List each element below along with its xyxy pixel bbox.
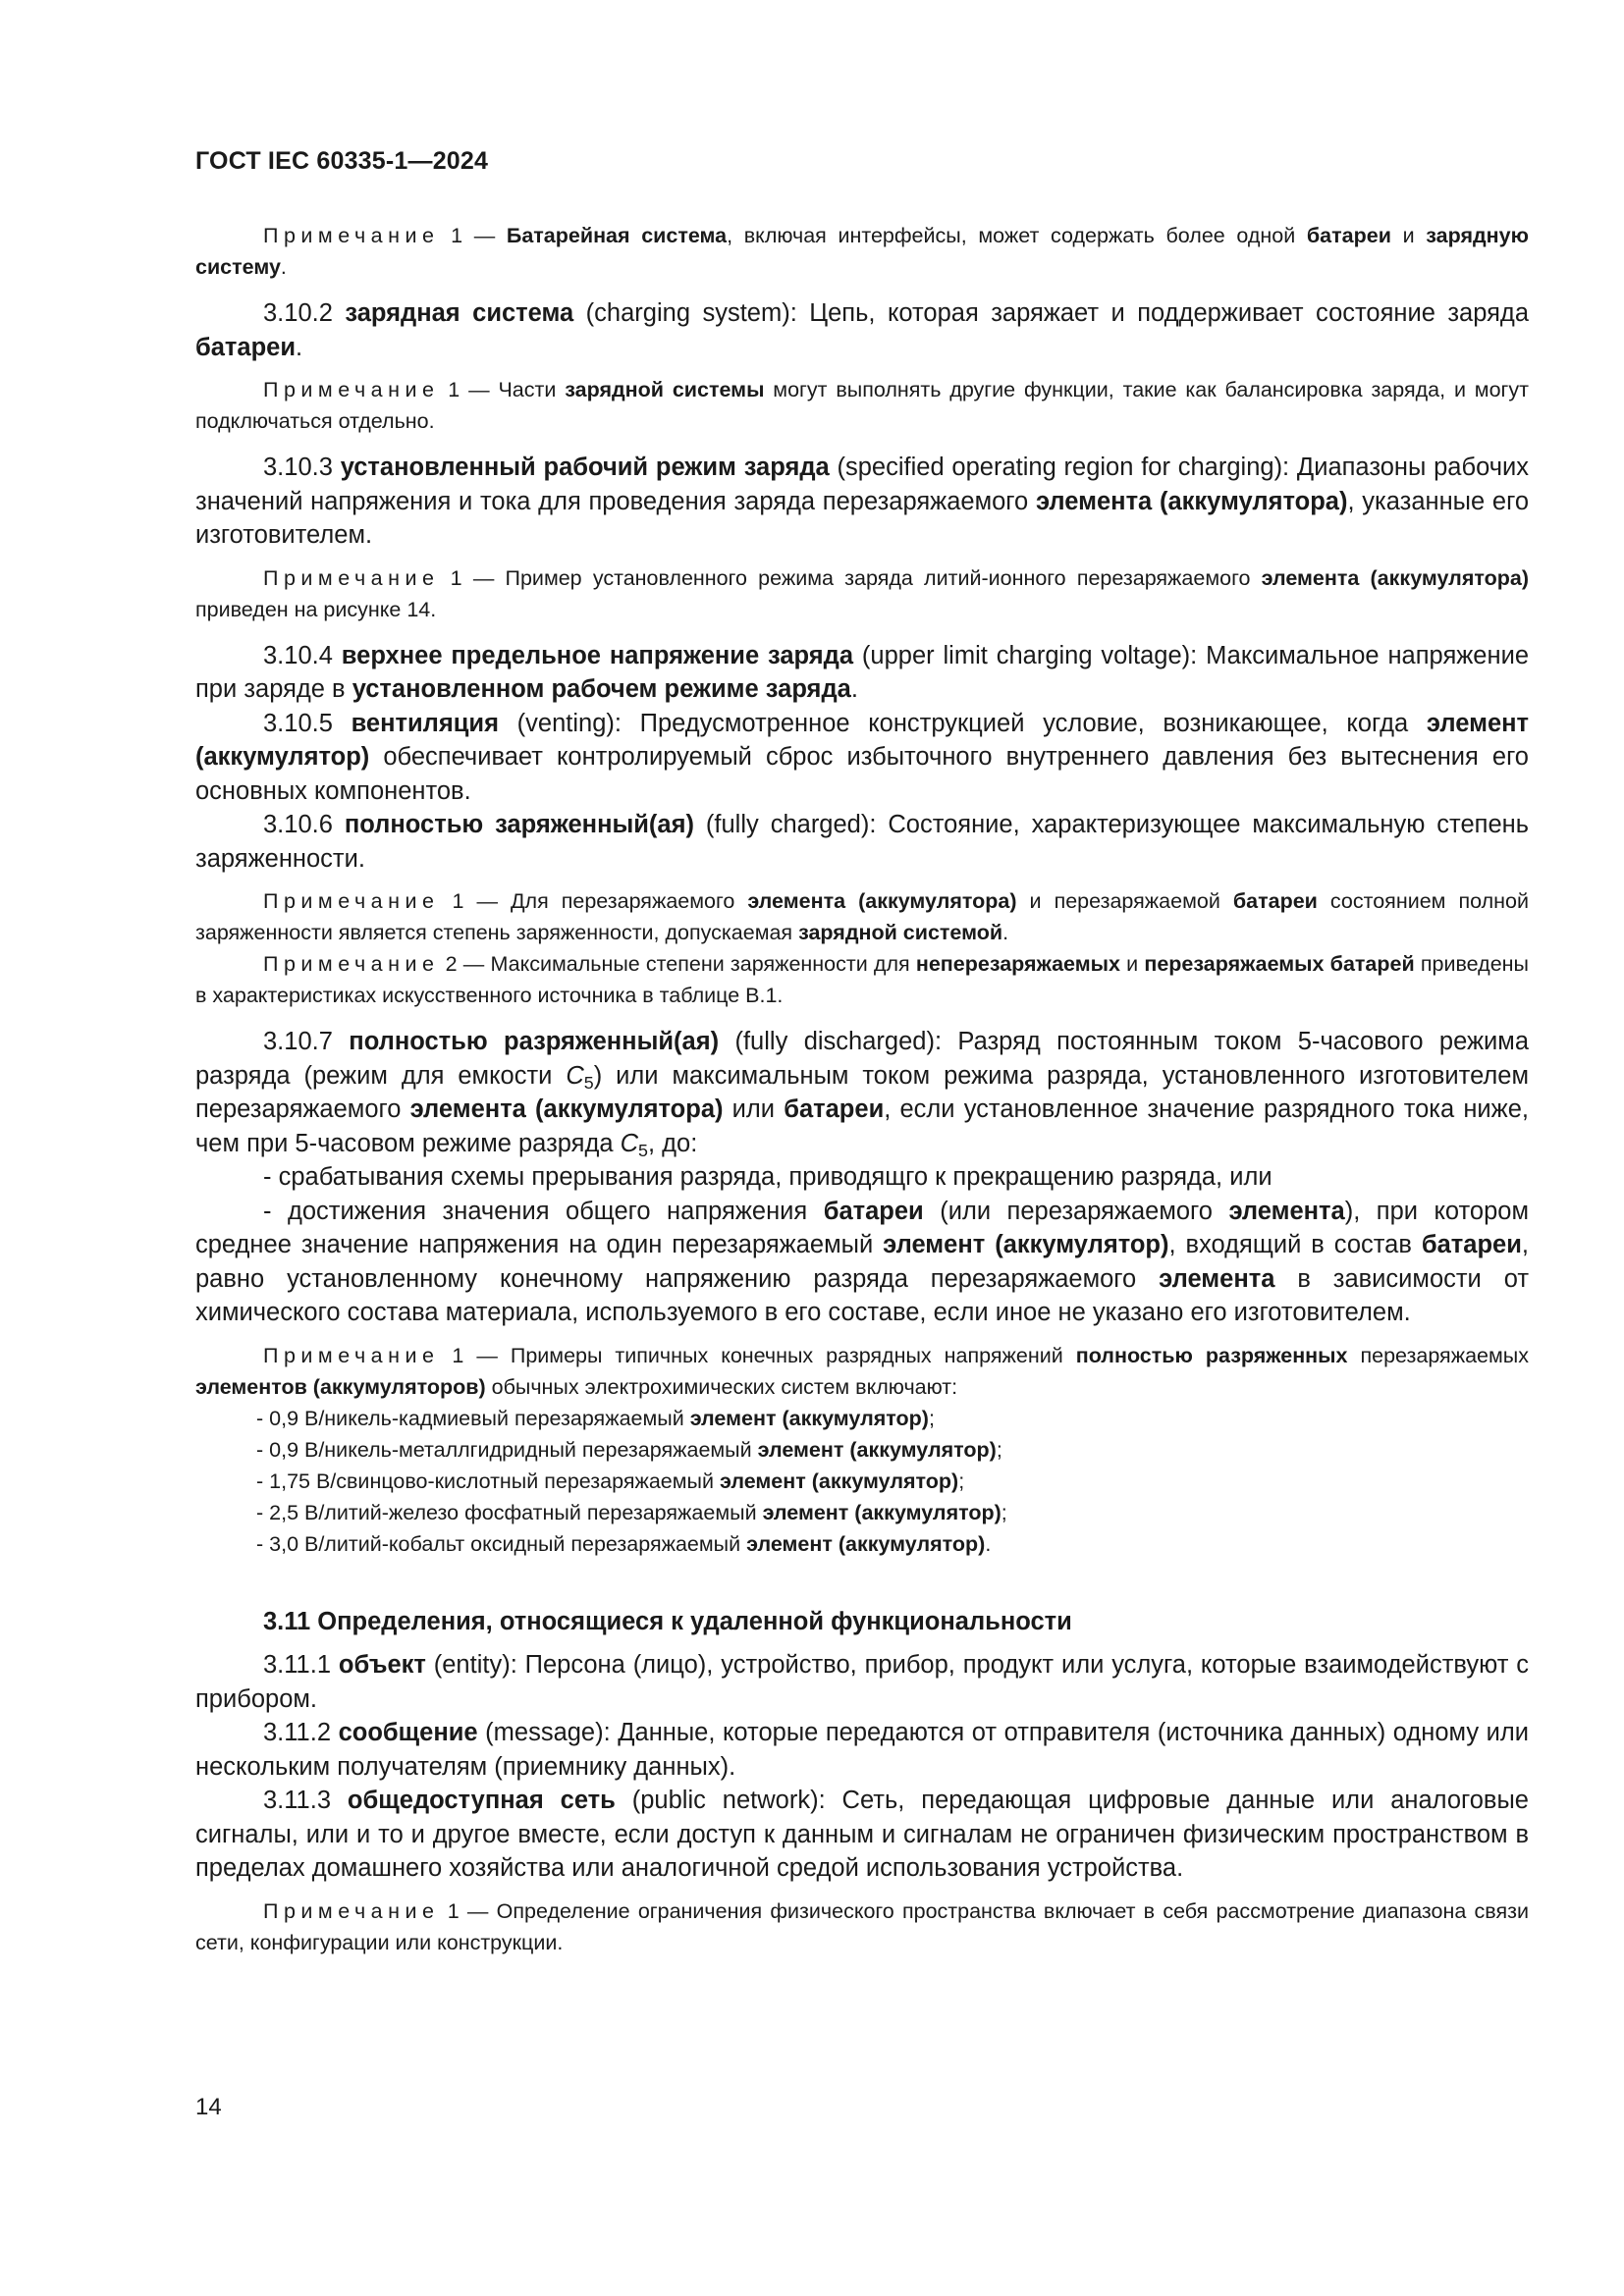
term: элементов (аккумуляторов) <box>195 1374 486 1399</box>
text: - 0,9 В/никель-металлгидридный перезаряжаемый <box>256 1437 758 1462</box>
text: - 0,9 В/никель-кадмиевый перезаряжаемый <box>256 1406 690 1430</box>
note-label: Примечание <box>263 378 440 401</box>
list-item <box>195 1434 1529 1466</box>
term: элемента (аккумулятора) <box>1035 487 1348 515</box>
section-heading-3-11: 3.11 Определения, относящиеся к удаленной функциональности <box>263 1607 1072 1635</box>
text: (entity): Персона (лицо), устройство, прибор, продукт или услуга, которые взаимодействуют с прибором. <box>195 1651 1529 1713</box>
list-item <box>195 1497 1529 1528</box>
term: объект <box>338 1651 426 1679</box>
term: полностью разряженный(ая) <box>349 1028 720 1055</box>
def-3-11-1 <box>195 1648 1529 1716</box>
def-3-10-5 <box>195 707 1529 809</box>
text: - 2,5 В/литий-железо фосфатный перезаряжаемый <box>256 1500 763 1524</box>
page-number: 14 <box>195 2094 222 2120</box>
term: элемент (аккумулятор) <box>719 1468 959 1493</box>
text: . <box>280 255 287 279</box>
term: полностью разряженных <box>1075 1343 1348 1367</box>
text: перезаряжаемых <box>1347 1343 1529 1367</box>
def-3-10-3 <box>195 451 1529 553</box>
term: установленный рабочий режим заряда <box>340 454 830 481</box>
def-3-10-2 <box>195 296 1529 364</box>
text: , равно установленному конечному напряжению разряда перезаряжаемого <box>195 1231 1529 1293</box>
term: зарядной системы <box>565 378 765 401</box>
clause-number: 3.10.2 <box>263 299 346 327</box>
text: 1 — Примеры типичных конечных разрядных напряжений <box>439 1343 1076 1367</box>
text: , если установленное значение разрядного тока ниже, чем при 5-часовом режиме разряда <box>195 1095 1529 1157</box>
text: (specified operating region for charging): Диапазоны рабочих значений напряжения и тока для проведения заряда перезаряжаемого <box>195 454 1529 515</box>
text: (charging system): Цепь, которая заряжает и поддерживает состояние заряда <box>573 299 1529 327</box>
note-fully-discharged <box>195 1340 1529 1403</box>
text: (fully charged): Состояние, характеризующее максимальную степень заряженности. <box>195 811 1529 873</box>
document-body <box>195 220 1529 1958</box>
list-item <box>195 1528 1529 1560</box>
term: элемент (аккумулятор) <box>746 1531 986 1556</box>
text: состоянием полной заряженности является степень заряженности, допускаемая <box>195 889 1529 944</box>
clause-number: 3.10.4 <box>263 641 342 669</box>
def-3-10-7 <box>195 1025 1529 1160</box>
text: . <box>850 675 858 703</box>
note-fully-charged-1 <box>195 885 1529 948</box>
note-battery-system <box>195 220 1529 283</box>
note-public-network <box>195 1896 1529 1958</box>
term: элемент (аккумулятор) <box>883 1231 1169 1258</box>
text: (message): Данные, которые передаются от отправителя (источника данных) одному или нескольким получателям (приемнику данных). <box>195 1719 1529 1781</box>
note-label: Примечание <box>263 889 440 913</box>
term: элемента <box>1228 1197 1345 1225</box>
list-item <box>195 1466 1529 1497</box>
clause-number: 3.10.3 <box>263 454 341 481</box>
text: (venting): Предусмотренное конструкцией условие, возникающее, когда <box>498 709 1427 737</box>
text: . <box>985 1531 992 1556</box>
text: могут выполнять другие функции, такие как балансировка заряда, и могут подключаться отдельно. <box>195 378 1529 433</box>
term: батареи <box>1306 224 1391 247</box>
term: элемента (аккумулятора) <box>747 889 1017 913</box>
term: элемент (аккумулятор) <box>757 1437 997 1462</box>
text: приведен на рисунке 14. <box>195 597 437 621</box>
text: , включая интерфейсы, может содержать более одной <box>727 224 1307 247</box>
text: обычных электрохимических систем включают: <box>485 1374 958 1399</box>
text: - достижения значения общего напряжения <box>263 1197 824 1225</box>
symbol: C <box>620 1129 639 1157</box>
term: элемент (аккумулятор) <box>195 709 1530 771</box>
term: Батарейная система <box>506 224 728 247</box>
subscript: 5 <box>638 1140 648 1160</box>
text: приведены в характеристиках искусственного источника в таблице В.1. <box>195 952 1529 1007</box>
term: зарядная система <box>345 299 574 327</box>
dash-item-2 <box>195 1195 1529 1330</box>
clause-number: 3.11.3 <box>263 1787 348 1814</box>
term: вентиляция <box>351 709 499 737</box>
term: элемент (аккумулятор) <box>762 1500 1001 1524</box>
term: неперезаряжаемых <box>915 952 1120 976</box>
text: . <box>1002 921 1009 944</box>
note-fully-charged-2 <box>195 948 1529 1011</box>
note-label: Примечание <box>263 224 440 247</box>
dash-item-1: - срабатывания схемы прерывания разряда, приводящго к прекращению разряда, или <box>263 1163 1272 1191</box>
clause-number: 3.11.1 <box>263 1651 339 1679</box>
clause-number: 3.11.2 <box>263 1719 339 1746</box>
term: элемента (аккумулятора) <box>1261 565 1529 590</box>
text: ), при котором среднее значение напряжения на один перезаряжаемый <box>195 1197 1530 1258</box>
text: (public network): Сеть, передающая цифровые данные или аналоговые сигналы, или и то и другое вместе, если доступ к данным и сигналам не ограничен физическим пространством в пределах домашнего хозяйства или аналогичной средой использования устройства. <box>195 1787 1529 1882</box>
term: батареи <box>1421 1231 1522 1258</box>
term: зарядную систему <box>195 224 1529 279</box>
text: 1 — Определение ограничения физического пространства включает в себя рассмотрение диапазона связи сети, конфигурации или конструкции. <box>195 1898 1529 1954</box>
note-operating-region <box>195 562 1529 625</box>
term: верхнее предельное напряжение заряда <box>341 641 854 669</box>
term: батареи <box>195 333 297 361</box>
text: 1 — Части <box>439 378 566 401</box>
clause-number: 3.10.6 <box>263 811 345 838</box>
text: ; <box>958 1468 965 1493</box>
term: установленном рабочем режиме заряда <box>352 675 851 703</box>
term: общедоступная сеть <box>347 1787 616 1814</box>
text: (upper limit charging voltage): Максимальное напряжение при заряде в <box>195 641 1529 703</box>
term: элемент (аккумулятор) <box>689 1406 929 1430</box>
term: сообщение <box>338 1719 478 1746</box>
term: батареи <box>823 1197 924 1225</box>
term: зарядной системой <box>798 921 1003 944</box>
text: 2 — Максимальные степени заряженности для <box>439 952 916 976</box>
text: . <box>296 333 303 361</box>
note-charging-system <box>195 374 1529 437</box>
symbol: C <box>566 1061 584 1090</box>
document-header: ГОСТ IEC 60335-1—2024 <box>195 147 489 175</box>
text: (fully discharged): Разряд постоянным током 5-часового режима разряда (режим для емкости <box>195 1028 1530 1090</box>
text: или <box>723 1095 785 1123</box>
text: , указанные его изготовителем. <box>195 487 1529 549</box>
def-3-11-2 <box>195 1716 1529 1784</box>
term: полностью заряженный(ая) <box>344 811 694 838</box>
text: в зависимости от химического состава материала, используемого в его составе, если иное не указано его изготовителем. <box>195 1264 1530 1326</box>
text: ) или максимальным током режима разряда, установленного изготовителем перезаряжаемого <box>195 1061 1529 1123</box>
term: перезаряжаемых батарей <box>1144 952 1415 976</box>
term: батареи <box>784 1095 885 1123</box>
text: 1 — <box>439 224 507 247</box>
term: элемента (аккумулятора) <box>409 1095 724 1123</box>
note-label: Примечание <box>263 952 440 976</box>
term: элемента <box>1159 1264 1275 1293</box>
term: батареи <box>1232 889 1318 913</box>
text: и перезаряжаемой <box>1016 889 1233 913</box>
clause-number: 3.10.7 <box>263 1028 350 1055</box>
text: 1 — Пример установленного режима заряда литий-ионного перезаряжаемого <box>439 565 1262 590</box>
text: ; <box>996 1437 1002 1462</box>
subscript: 5 <box>583 1072 594 1093</box>
clause-number: 3.10.5 <box>263 709 352 737</box>
text: , до: <box>647 1129 698 1157</box>
def-3-10-4 <box>195 639 1529 707</box>
note-label: Примечание <box>263 1343 440 1367</box>
text: (или перезаряжаемого <box>923 1197 1229 1225</box>
def-3-10-6 <box>195 808 1529 876</box>
text: - 3,0 В/литий-кобальт оксидный перезаряжаемый <box>256 1531 747 1556</box>
text: , входящий в состав <box>1168 1231 1422 1258</box>
text: 1 — Для перезаряжаемого <box>439 889 748 913</box>
note-label: Примечание <box>263 565 440 590</box>
note-label: Примечание <box>263 1898 440 1923</box>
text: и <box>1119 952 1145 976</box>
text: ; <box>928 1406 935 1430</box>
def-3-11-3 <box>195 1784 1529 1886</box>
text: обеспечивает контролируемый сброс избыточного внутреннего давления без вытеснения его основных компонентов. <box>195 743 1529 805</box>
text: ; <box>1001 1500 1007 1524</box>
text: и <box>1390 224 1427 247</box>
list-item <box>195 1403 1529 1434</box>
text: - 1,75 В/свинцово-кислотный перезаряжаемый <box>256 1468 720 1493</box>
